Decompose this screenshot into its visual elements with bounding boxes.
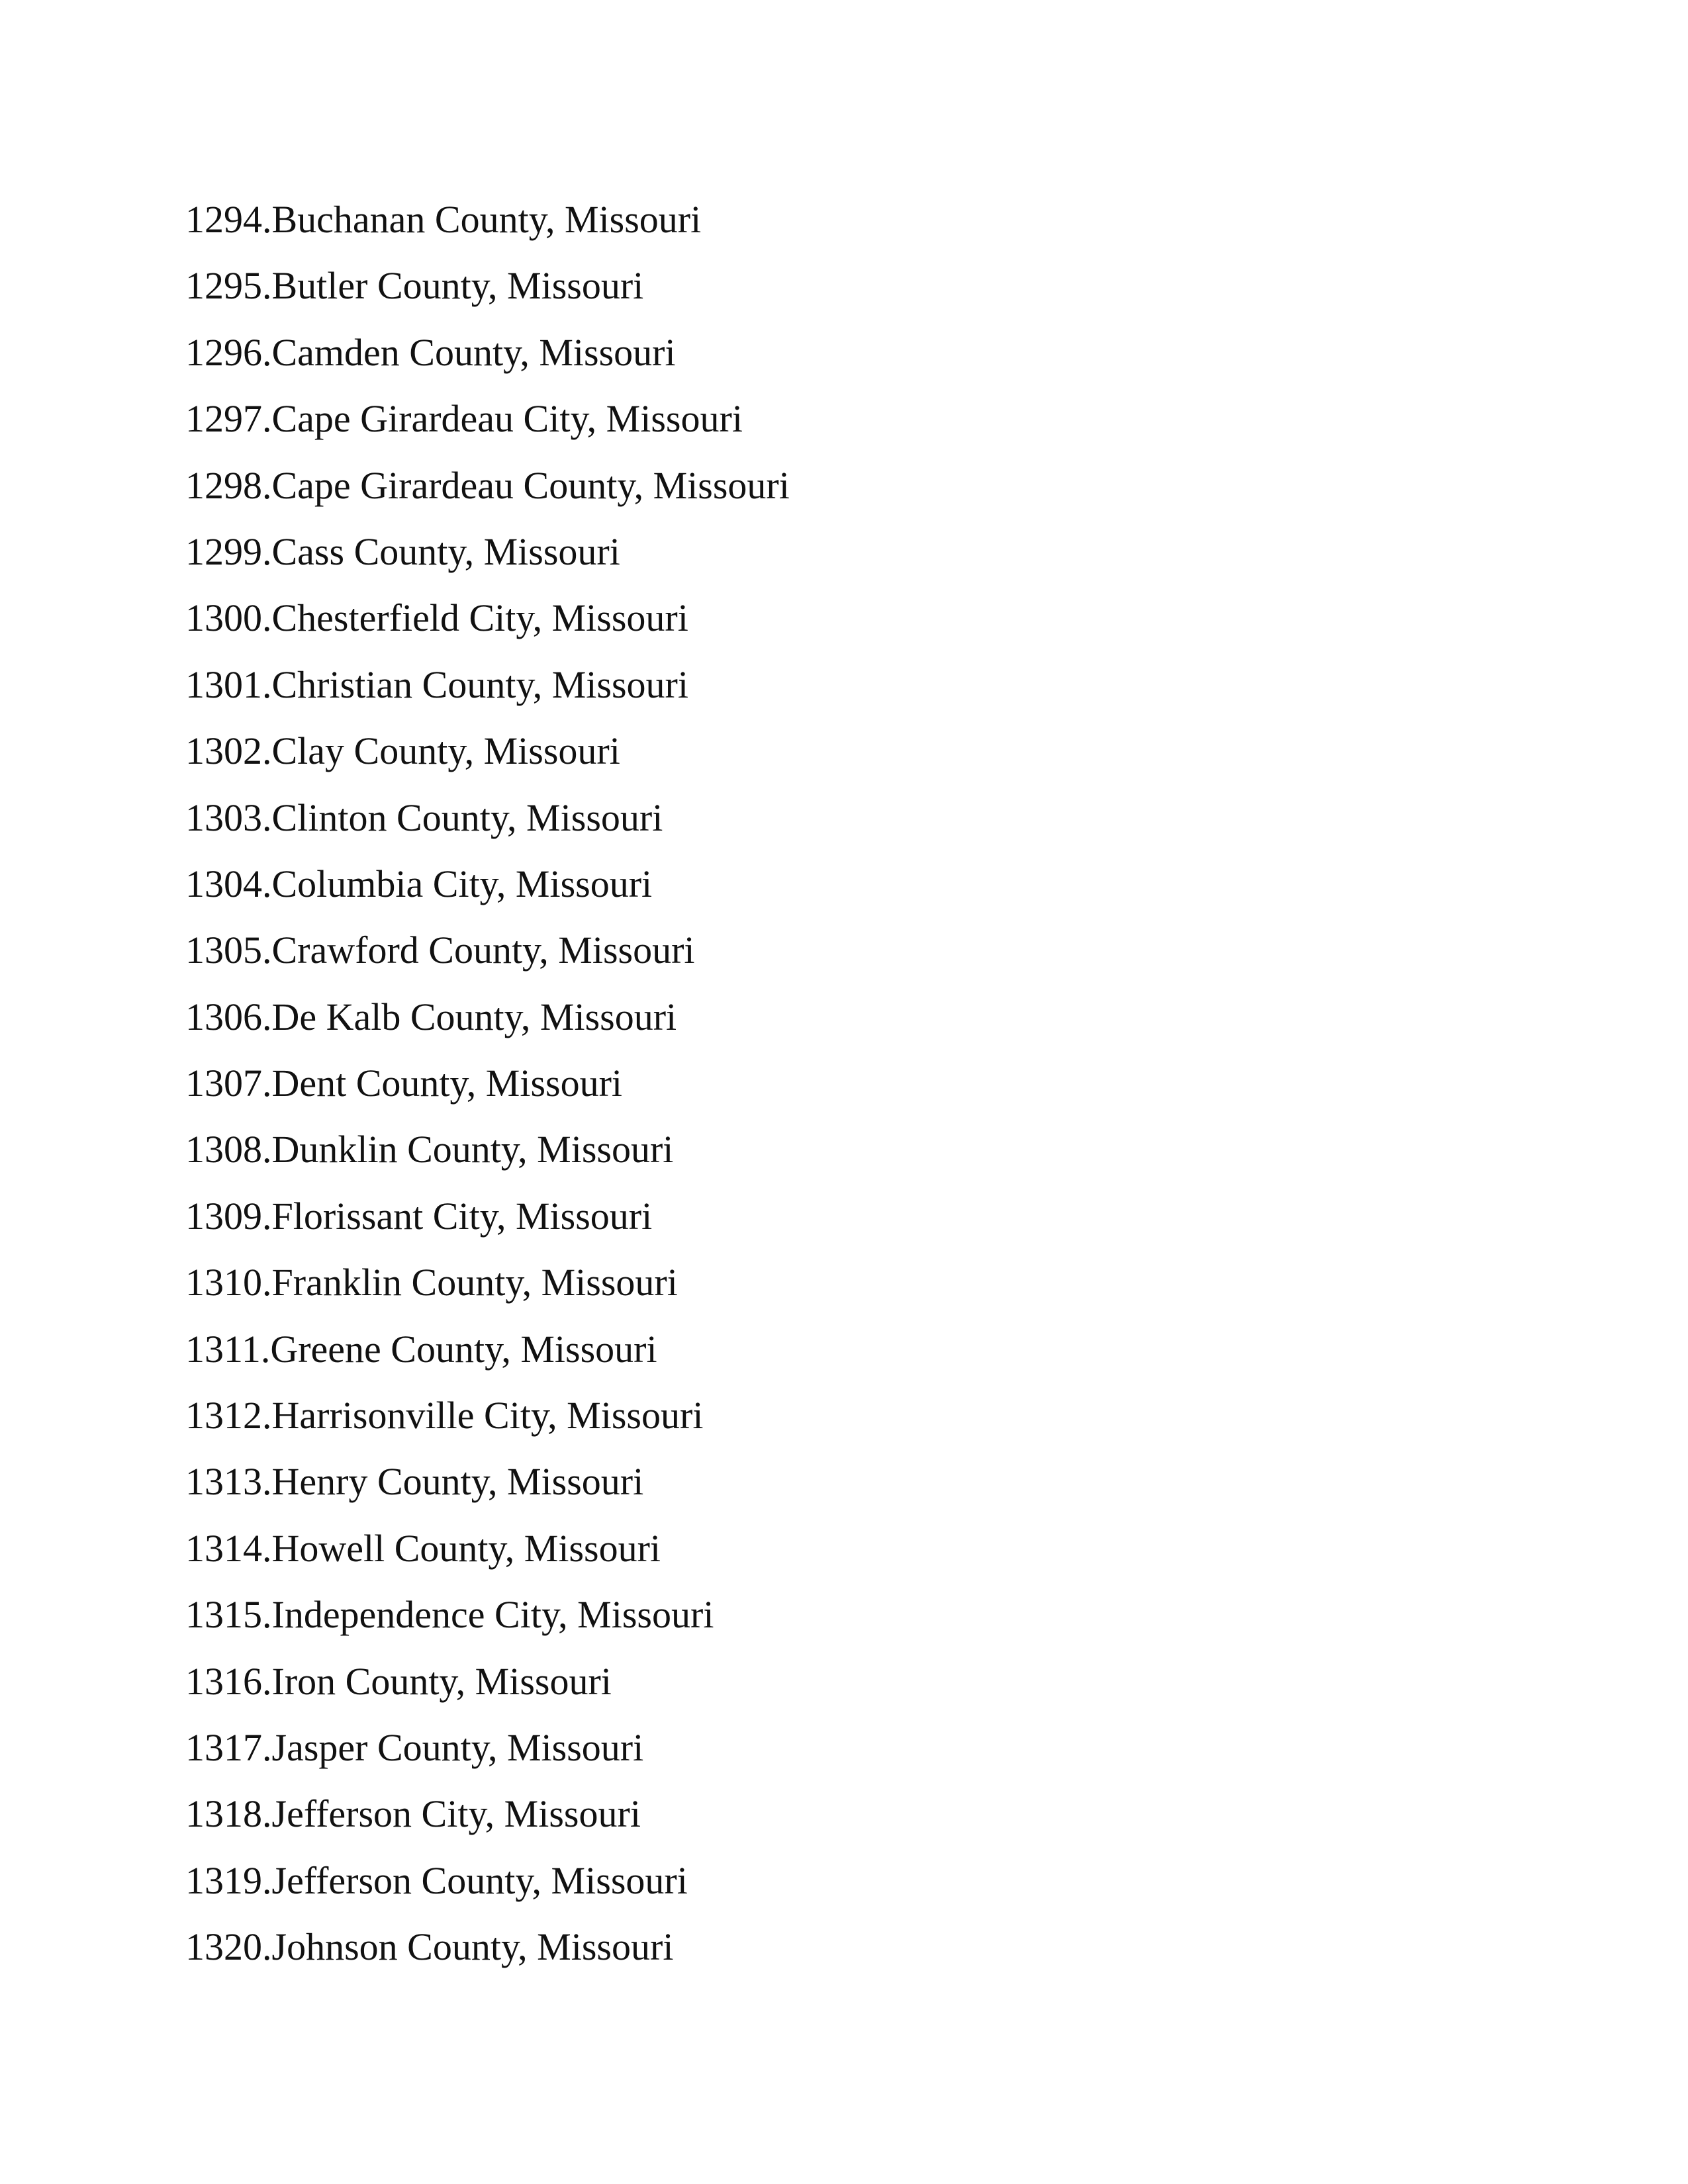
- list-item: [185, 718, 790, 784]
- list-item: [185, 386, 790, 452]
- item-text: Jefferson County, Missouri: [271, 1858, 688, 1902]
- item-number: 1300.: [185, 596, 272, 640]
- item-number: 1301.: [185, 662, 272, 706]
- list-item: [185, 1050, 790, 1116]
- list-item: [185, 851, 790, 917]
- item-text: Christian County, Missouri: [271, 662, 688, 706]
- item-number: 1311.: [185, 1327, 271, 1371]
- item-text: Dent County, Missouri: [271, 1062, 623, 1105]
- item-number: 1314.: [185, 1526, 272, 1570]
- list-item: [185, 1848, 790, 1914]
- item-number: 1319.: [185, 1858, 272, 1902]
- item-text: De Kalb County, Missouri: [271, 995, 677, 1038]
- item-text: Jefferson City, Missouri: [271, 1792, 641, 1836]
- list-item: [185, 1715, 790, 1781]
- item-text: Greene County, Missouri: [270, 1327, 657, 1371]
- item-number: 1307.: [185, 1062, 272, 1105]
- list-item: [185, 1449, 790, 1515]
- list-item: [185, 453, 790, 519]
- item-number: 1305.: [185, 929, 272, 972]
- list-item: [185, 519, 790, 585]
- item-text: Howell County, Missouri: [271, 1526, 661, 1570]
- item-text: Clinton County, Missouri: [271, 796, 663, 839]
- item-number: 1303.: [185, 796, 272, 839]
- list-item: [185, 253, 790, 319]
- item-text: Dunklin County, Missouri: [271, 1128, 674, 1171]
- list-item: [185, 1183, 790, 1250]
- item-text: Franklin County, Missouri: [271, 1261, 678, 1304]
- item-number: 1317.: [185, 1725, 272, 1769]
- item-number: 1304.: [185, 862, 272, 905]
- list-item: [185, 187, 790, 253]
- item-text: Chesterfield City, Missouri: [271, 596, 688, 640]
- list-item: [185, 585, 790, 651]
- item-text: Independence City, Missouri: [271, 1593, 714, 1637]
- list-item: [185, 917, 790, 983]
- item-number: 1297.: [185, 397, 272, 441]
- item-number: 1299.: [185, 529, 272, 573]
- item-text: Jasper County, Missouri: [271, 1725, 644, 1769]
- list-item: [185, 652, 790, 718]
- item-text: Buchanan County, Missouri: [271, 198, 702, 241]
- item-number: 1316.: [185, 1659, 272, 1703]
- list-item: [185, 984, 790, 1050]
- item-text: Harrisonville City, Missouri: [271, 1394, 704, 1437]
- item-number: 1306.: [185, 995, 272, 1038]
- list-item: [185, 1649, 790, 1715]
- item-number: 1312.: [185, 1394, 272, 1437]
- list-item: [185, 1516, 790, 1582]
- item-text: Butler County, Missouri: [271, 264, 644, 308]
- numbered-list: [185, 187, 790, 1981]
- item-number: 1315.: [185, 1593, 272, 1637]
- item-number: 1313.: [185, 1460, 272, 1504]
- list-item: [185, 1250, 790, 1316]
- list-item: [185, 1116, 790, 1183]
- item-number: 1310.: [185, 1261, 272, 1304]
- list-item: [185, 1316, 790, 1383]
- list-item: [185, 320, 790, 386]
- item-text: Cape Girardeau City, Missouri: [271, 397, 743, 441]
- item-number: 1320.: [185, 1925, 272, 1969]
- item-text: Cass County, Missouri: [271, 529, 620, 573]
- item-text: Clay County, Missouri: [271, 729, 620, 773]
- item-text: Crawford County, Missouri: [271, 929, 695, 972]
- list-item: [185, 785, 790, 851]
- list-item: [185, 1582, 790, 1648]
- item-text: Cape Girardeau County, Missouri: [271, 463, 790, 507]
- item-number: 1318.: [185, 1792, 272, 1836]
- list-item: [185, 1383, 790, 1449]
- item-number: 1308.: [185, 1128, 272, 1171]
- item-number: 1302.: [185, 729, 272, 773]
- item-text: Florissant City, Missouri: [271, 1194, 653, 1238]
- item-text: Camden County, Missouri: [271, 330, 676, 374]
- item-text: Johnson County, Missouri: [271, 1925, 674, 1969]
- item-number: 1294.: [185, 198, 272, 241]
- item-number: 1296.: [185, 330, 272, 374]
- item-number: 1295.: [185, 264, 272, 308]
- list-item: [185, 1781, 790, 1847]
- list-item: [185, 1914, 790, 1980]
- item-text: Iron County, Missouri: [271, 1659, 612, 1703]
- item-text: Henry County, Missouri: [271, 1460, 644, 1504]
- item-number: 1298.: [185, 463, 272, 507]
- item-number: 1309.: [185, 1194, 272, 1238]
- item-text: Columbia City, Missouri: [271, 862, 653, 905]
